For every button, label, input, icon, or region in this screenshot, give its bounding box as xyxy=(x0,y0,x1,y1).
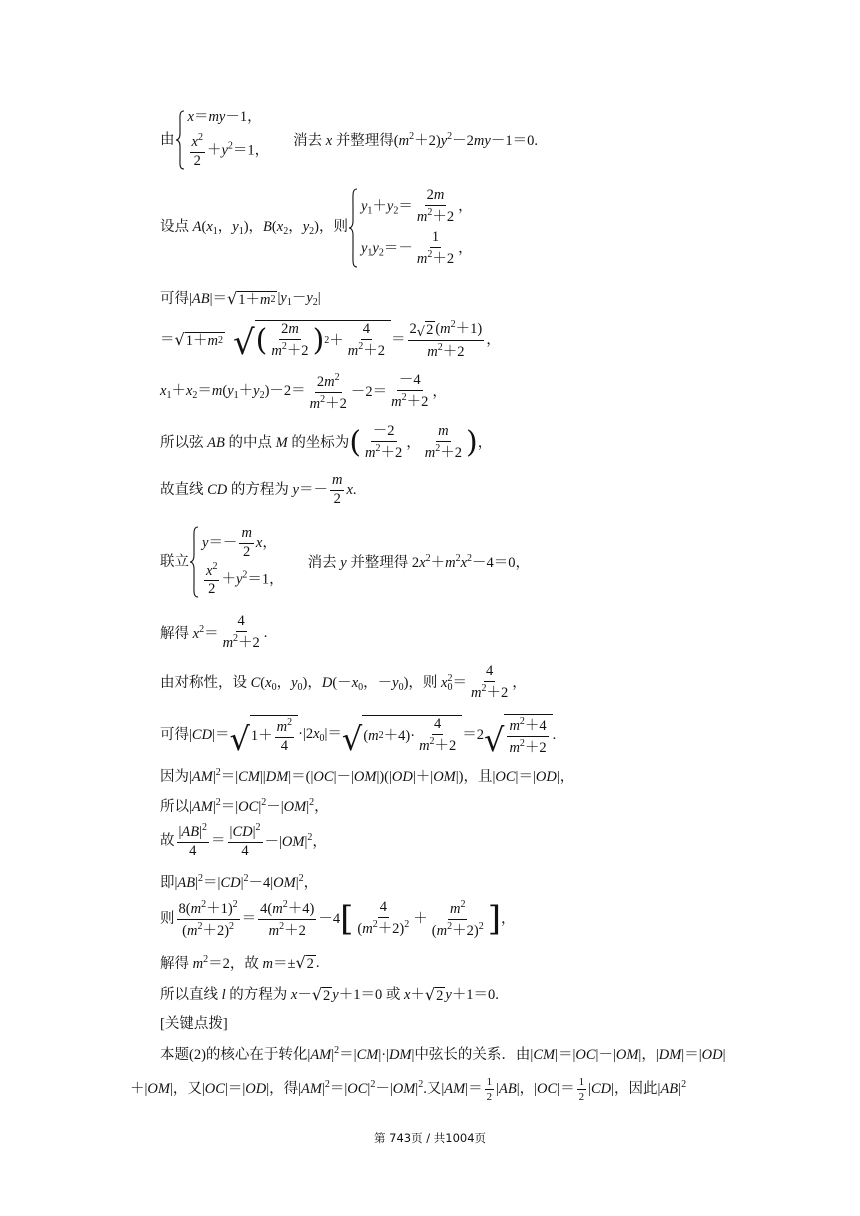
math-line: 因为$|AM|^2=|CM||DM|=(|OC|-|OM|)(|OD|+|OM|)$，且|OC|＝|OD|， xyxy=(160,766,575,785)
math-line: 解得 $x^2=$ $\frac{4}{m^2+2}$ . xyxy=(160,613,268,651)
math-line: $x_1+x_2=m(y_1+y_2)-2=$ $\frac{2m^2}{m^2+2}$ －2＝ $\frac{-4}{m^2+2}$ ， xyxy=(160,371,447,412)
math-line: 由 x＝my－1， $\frac{x^2}{2}$ $+y^2=1$， 消去 x 并整理得$(m^2+2)y^2-2my-1=0$. xyxy=(160,109,538,170)
math-line: 解得 $m^2=2$，故 m＝± √ 2 . xyxy=(160,953,320,973)
math-line: 所以$|AM|^2=|OC|^2-|OM|^2$， xyxy=(160,796,329,815)
math-line: ＝ √ 1＋ m 2 √ ( $\frac{2m}{m^2+2}$ ) 2 ＋ $\frac{4}{m^2+2}$ ＝ 2 √ 2 $(m^2+1)$ $m^2+2$ ， xyxy=(160,319,501,363)
math-line: 可得|AB|＝ √ 1＋ m 2 $|y_1-y_2|$ xyxy=(160,289,321,309)
math-line: 所以直线 l 的方程为 x－ √ 2 y＋1＝0 或 x＋ √ 2 y＋1＝0. xyxy=(160,985,499,1005)
math-line: 故 $\frac{|AB|^2}{4}$ ＝ $\frac{|CD|^2}{4}$ $-|OM|^2$， xyxy=(160,822,327,859)
math-line: 故直线 CD 的方程为 y＝－ $\frac{m}{2}$ x. xyxy=(160,471,357,507)
math-line: 所以弦 AB 的中点 M 的坐标为 ( $\frac{-2}{m^2+2}$ ， $\frac{m}{m^2+2}$ ) ， xyxy=(160,423,493,461)
key-paragraph: 本题(2)的核心在于转化$|AM|^2=|CM|\cdot|DM|$中弦长的关系．由|CM|＝|OC|－|OM|，|DM|＝|OD|＋|OM|，又|OC|＝|OD|，得$|AM|^2=|OC|^2-|OM|^2$.又|AM|＝ $\frac{1}{2}$ |AB|，|OC|＝ $\frac{1}{2}$ |CD|，因此$|AB|^2$ xyxy=(130,1045,726,1104)
page-footer: 第 743页 / 共1004页 xyxy=(373,1131,487,1145)
section-heading: [关键点拨] xyxy=(160,1015,228,1032)
math-line: 即$|AB|^2=|CD|^2-4|OM|^2$， xyxy=(160,872,319,891)
math-line: 由对称性，设 $C(x_0$，$y_0$)，$D(-x_0$，$-y_0$)，则 $x_0^2=$ $\frac{4}{m^2+2}$ ， xyxy=(160,663,527,701)
math-line: 则 $\frac{8(m^2+1)^2}{(m^2+2)^2}$ ＝ $\frac{4(m^2+4)}{m^2+2}$ －4 [ $\frac{4}{(m^2+2)^2}$ ＋ $\frac{m^2}{(m^2+2)^2}$ ] ， xyxy=(160,898,516,939)
math-line: 联立 y＝－ $\frac{m}{2}$ x， $\frac{x^2}{2}$ $+y^2=1$， 消去 y 并整理得 $2x^2+m^2x^2-4=0$， xyxy=(160,524,531,598)
math-line: 可得|CD|＝ √ 1＋ $\frac{m^2}{4}$ $\cdot|2x_0|=$ √ ( m 2 ＋4)· $\frac{4}{m^2+2}$ ＝2 √ $\frac{m^2+4}{m^2+2}$ . xyxy=(160,715,557,760)
math-line: 设点 $A(x_1$，$y_1$)，$B(x_2$，$y_2$)，则 $y_1+y_2=$ $\frac{2m}{m^2+2}$ ， $y_1y_2=-$ $\frac{1}{m^2+2}$ ， xyxy=(160,187,473,268)
